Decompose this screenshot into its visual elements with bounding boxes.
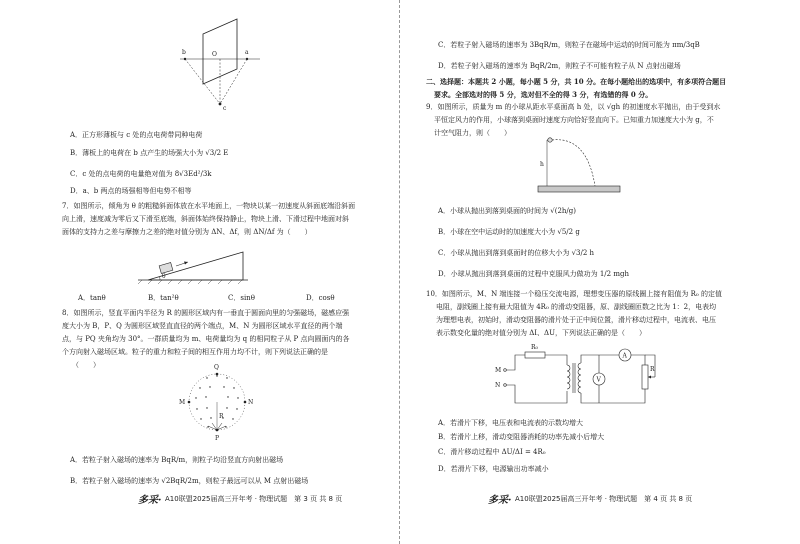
- q6-option-a: A．正方形薄板与 c 处的点电荷带同种电荷: [70, 131, 203, 139]
- fig6-plate-diagram: [175, 14, 265, 114]
- q7-option-b: B．tan²θ: [148, 294, 179, 302]
- section-2-line-1: 二、选择题：本题共 2 小题，每小题 5 分，共 10 分。在每小题给出的选项中，有多项符合题目: [426, 77, 727, 86]
- label-r: R: [219, 413, 224, 420]
- label-p: P: [215, 435, 220, 442]
- label-theta: θ: [162, 273, 166, 280]
- q10-option-c: C．滑片移动过程中 ΔU/ΔI = 4R₀: [438, 448, 546, 456]
- label-r: R: [650, 366, 655, 373]
- brand-logo-right: 多采·: [488, 495, 512, 506]
- q8-option-c: C．若粒子射入磁场的速率为 3BqR/m，则粒子在磁场中运动的时间可能为 πm/3qB: [438, 41, 700, 49]
- label-b: b: [182, 49, 186, 56]
- label-q: Q: [214, 364, 219, 371]
- q10-option-a: A．若滑片下移，电压表和电流表的示数均增大: [438, 419, 584, 427]
- brand-logo: 多采·: [138, 495, 162, 506]
- right-page: [400, 0, 800, 544]
- label-voltmeter: V: [596, 376, 601, 384]
- q10-line-3: 为理想电表，初始时，滑动变阻器的滑片处于正中间位置，滑片移动过程中，电流表、电压: [436, 316, 716, 324]
- q9-option-b: B．小球在空中运动时的加速度大小为 √5/2 g: [438, 228, 580, 236]
- q8-option-b: B．若粒子射入磁场的速率为 √2BqR/2m，则粒子最远可以从 M 点射出磁场: [70, 477, 309, 485]
- q10-option-b: B．若滑片上移，滑动变阻器消耗的功率先减小后增大: [438, 433, 605, 441]
- label-ammeter: A: [622, 352, 627, 360]
- q10-line-2: 电阻，副线圈上接有最大阻值为 4R₀ 的滑动变阻器，原、副线圈匝数之比为 1：2，电表均: [436, 303, 717, 311]
- q7-option-c: C．sinθ: [228, 294, 255, 302]
- label-h: h: [540, 161, 544, 168]
- q8-option-d: D．若粒子射入磁场的速率为 BqR/2m，则粒子不可能有粒子从 N 点射出磁场: [438, 62, 681, 70]
- label-a: a: [245, 49, 249, 56]
- q6-option-d: D．a、b 两点的场强相等但电势不相等: [70, 187, 192, 195]
- fig9-projectile-diagram: [535, 132, 625, 197]
- q9-option-c: C．小球从抛出到落到桌面时的位移大小为 √3/2 h: [438, 249, 595, 257]
- q7-option-a: A．tanθ: [78, 294, 106, 302]
- q6-option-c: C．c 处的点电荷的电量绝对值为 8√3Ed²/3k: [70, 170, 212, 178]
- label-m: M: [179, 399, 186, 406]
- q9-line-3: 计空气阻力，则（ ）: [434, 129, 511, 137]
- footer-right: A10联盟2025届高三开年考 · 物理试题 第 4 页 共 8 页: [515, 495, 693, 503]
- q10-line-4: 表示数变化量的绝对值分别为 ΔI、ΔU，下列说法正确的是（ ）: [436, 329, 646, 337]
- q8-line-4: 个方向射入磁场区域。粒子的重力和粒子间的相互作用力均不计，则下列说法正确的是: [62, 348, 328, 356]
- label-m: M: [495, 367, 502, 374]
- q10-option-d: D．若滑片下移，电源输出功率减小: [438, 465, 549, 473]
- q9-line-2: 平恒定风力的作用，小球落到桌面时速度方向恰好竖直向下。已知重力加速度大小为 g，不: [434, 116, 714, 124]
- q8-option-a: A．若粒子射入磁场的速率为 BqR/m，则粒子均沿竖直方向射出磁场: [70, 456, 284, 464]
- q6-option-b: B．薄板上的电荷在 b 点产生的场强大小为 √3/2 E: [70, 149, 229, 157]
- q9-line-1: 9．如图所示，质量为 m 的小球从距水平桌面高 h 处，以 √gh 的初速度水平抛出，由于受到水: [426, 103, 721, 111]
- label-o: O: [212, 51, 217, 58]
- footer-left: A10联盟2025届高三开年考 · 物理试题 第 3 页 共 8 页: [165, 495, 343, 503]
- fig7-incline-diagram: [138, 246, 248, 286]
- q7-line-3: 面体的支持力之差与摩擦力之差的绝对值分别为 ΔN、Δf，则 ΔN/Δf 为（ ）: [62, 228, 312, 236]
- q8-line-2: 度大小为 B，P、Q 为圆形区域竖直直径的两个端点，M、N 为圆形区域水平直径的两个端: [62, 322, 343, 330]
- q7-option-d: D．cosθ: [306, 294, 335, 302]
- q7-line-2: 向上滑，速度减为零后又下滑至底端，斜面体始终保持静止，物块上滑、下滑过程中地面对斜: [62, 215, 349, 223]
- label-n: N: [248, 399, 254, 406]
- q8-line-5: （ ）: [72, 361, 100, 369]
- fig8-circle-field-diagram: [172, 360, 262, 445]
- label-r0: R₀: [531, 344, 538, 351]
- q9-option-a: A．小球从抛出到落到桌面的时间为 √(2h/g): [438, 207, 577, 215]
- q8-line-3: 点，与 PQ 夹角均为 30°。一群质量均为 m、电荷量均为 q 的相同粒子从 P 点向圆面内的各: [62, 335, 350, 343]
- q9-option-d: D．小球从抛出到落到桌面的过程中克服风力做功为 1/2 mgh: [438, 270, 629, 278]
- label-c: c: [223, 105, 227, 112]
- label-n: N: [495, 382, 501, 389]
- fig10-transformer-circuit: [495, 345, 665, 413]
- q10-line-1: 10．如图所示，M、N 端连接一个稳压交流电源，理想变压器的原线圈上接有阻值为 R₀ 的定值: [426, 290, 722, 298]
- section-2-line-2: 要求。全部选对的得 5 分，选对但不全的得 3 分，有选错的得 0 分。: [434, 90, 653, 99]
- q8-line-1: 8．如图所示，竖直平面内半径为 R 的圆形区域内有一垂直于圆面向里的匀强磁场，磁感应强: [62, 309, 350, 317]
- q7-line-1: 7．如图所示，倾角为 θ 的粗糙斜面体放在水平地面上，一物块以某一初速度从斜面底端沿斜面: [62, 202, 356, 210]
